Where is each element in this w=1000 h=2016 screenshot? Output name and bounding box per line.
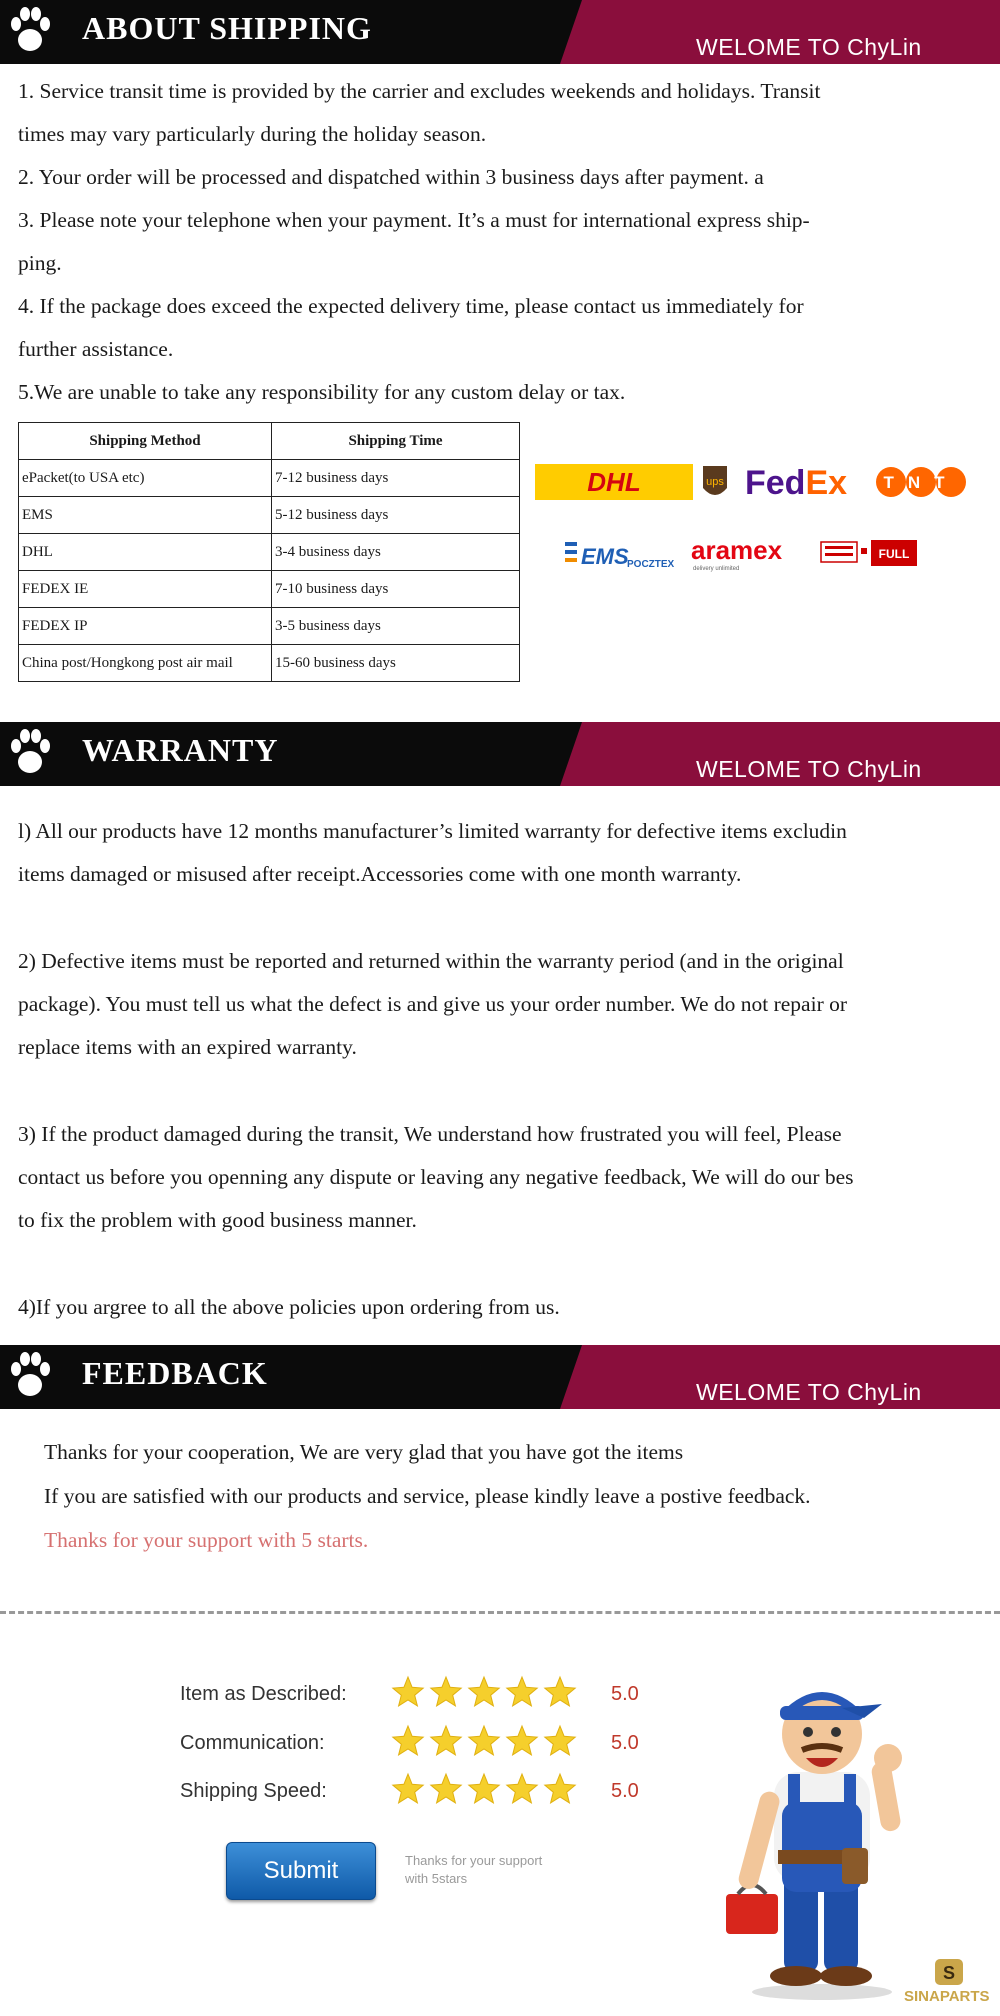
brand-text: SINAPARTS: [904, 1988, 990, 2005]
fedex-logo: [745, 464, 847, 502]
table-cell: EMS: [19, 497, 272, 534]
tnt-logo: [876, 467, 966, 497]
svg-text:POCZTEX: POCZTEX: [627, 559, 675, 570]
star-icon[interactable]: [507, 1677, 537, 1706]
rating-label: Communication:: [180, 1732, 325, 1754]
column-header: Shipping Method: [19, 423, 272, 460]
shipping-policy-list: [18, 70, 978, 414]
svg-text:FedEx: FedEx: [745, 464, 848, 502]
star-icon[interactable]: [393, 1774, 423, 1803]
divider: [0, 1611, 1000, 1614]
table-cell: 15-60 business days: [272, 645, 520, 682]
section-title: ABOUT SHIPPING: [82, 10, 372, 46]
ems-logo: [565, 542, 675, 570]
svg-text:aramex: aramex: [691, 535, 783, 565]
star-rating[interactable]: [390, 1724, 580, 1760]
carrier-logos-row-2: [565, 534, 945, 574]
star-icon[interactable]: [431, 1726, 461, 1755]
star-icon[interactable]: [507, 1726, 537, 1755]
warranty-banner: [0, 722, 1000, 786]
table-cell: ePacket(to USA etc): [19, 460, 272, 497]
feedback-text: [44, 1430, 984, 1562]
list-item: 3. Please note your telephone when your payment. It’s a must for international express ship-: [18, 208, 810, 232]
star-icon[interactable]: [431, 1774, 461, 1803]
star-rating[interactable]: [390, 1772, 580, 1808]
table-cell: 7-12 business days: [272, 460, 520, 497]
svg-text:EMS: EMS: [581, 544, 629, 569]
warranty-paragraph: 3) If the product damaged during the transit, We understand how frustrated you will feel, Please contact us before you openning any dispute or leaving any negative feedback, We will do our bes to fix the problem with good business manner.: [18, 1122, 854, 1232]
feedback-banner: [0, 1345, 1000, 1409]
table-row: [19, 571, 520, 608]
section-title: FEEDBACK: [82, 1355, 268, 1391]
warranty-paragraph: 4)If you argree to all the above policies upon ordering from us.: [18, 1295, 560, 1319]
warranty-paragraph: 2) Defective items must be reported and returned within the warranty period (and in the original package). You must tell us what the defect is and give us your order number. We do not repair or replace items with an expired warranty.: [18, 949, 848, 1059]
container-freight-logo: [821, 540, 917, 566]
list-item: 1. Service transit time is provided by the carrier and excludes weekends and holidays. Transit: [18, 79, 821, 103]
list-item: 4. If the package does exceed the expected delivery time, please contact us immediately for: [18, 294, 804, 318]
table-cell: 5-12 business days: [272, 497, 520, 534]
table-row: [19, 497, 520, 534]
sinaparts-watermark: [900, 1958, 1000, 2014]
star-icon[interactable]: [507, 1774, 537, 1803]
column-header: Shipping Time: [272, 423, 520, 460]
list-item: times may vary particularly during the holiday season.: [18, 122, 487, 146]
list-item: further assistance.: [18, 337, 174, 361]
welcome-text: WELOME TO ChyLin: [696, 1379, 922, 1405]
submit-note: Thanks for your support with 5stars: [405, 1853, 543, 1886]
paw-icon: [6, 6, 54, 56]
rating-label: Shipping Speed:: [180, 1780, 327, 1802]
table-cell: DHL: [19, 534, 272, 571]
table-row: [19, 460, 520, 497]
table-cell: 3-5 business days: [272, 608, 520, 645]
star-icon[interactable]: [393, 1726, 423, 1755]
star-icon[interactable]: [469, 1677, 499, 1706]
shipping-table: [18, 422, 520, 682]
feedback-highlight: Thanks for your support with 5 starts.: [44, 1528, 369, 1552]
star-rating[interactable]: [390, 1675, 580, 1711]
list-item: ping.: [18, 251, 62, 275]
paw-icon: [6, 728, 54, 778]
warranty-text: [18, 810, 978, 1329]
star-icon[interactable]: [431, 1677, 461, 1706]
list-item: 2. Your order will be processed and dispatched within 3 business days after payment. a: [18, 165, 764, 189]
warranty-paragraph: l) All our products have 12 months manufacturer’s limited warranty for defective items excludin items damaged or misused after receipt.Accessories come with one month warranty.: [18, 819, 847, 886]
rating-score: 5.0: [611, 1732, 639, 1754]
table-cell: FEDEX IP: [19, 608, 272, 645]
welcome-text: WELOME TO ChyLin: [696, 34, 922, 60]
table-row: [19, 608, 520, 645]
svg-text:ups: ups: [706, 476, 724, 488]
table-row: [19, 645, 520, 682]
section-title: WARRANTY: [82, 732, 279, 768]
table-cell: 3-4 business days: [272, 534, 520, 571]
svg-text:delivery unlimited: delivery unlimited: [693, 566, 740, 572]
star-icon[interactable]: [469, 1726, 499, 1755]
table-row: [19, 534, 520, 571]
svg-text:FULL: FULL: [878, 547, 910, 561]
svg-text:S: S: [942, 1963, 956, 1983]
welcome-text: WELOME TO ChyLin: [696, 756, 922, 782]
rating-score: 5.0: [611, 1683, 639, 1705]
table-cell: FEDEX IE: [19, 571, 272, 608]
submit-button[interactable]: Submit: [226, 1842, 376, 1900]
ups-logo: [703, 466, 727, 495]
feedback-line: Thanks for your cooperation, We are very glad that you have got the items: [44, 1440, 684, 1464]
sinaparts-logo-icon: [934, 1958, 964, 1986]
carrier-logos-row-1: [535, 458, 975, 508]
table-cell: China post/Hongkong post air mail: [19, 645, 272, 682]
star-icon[interactable]: [393, 1677, 423, 1706]
table-header-row: [19, 423, 520, 460]
rating-score: 5.0: [611, 1780, 639, 1802]
paw-icon: [6, 1351, 54, 1401]
svg-text:DHL: DHL: [587, 467, 641, 497]
star-icon[interactable]: [545, 1726, 575, 1755]
shipping-banner: [0, 0, 1000, 64]
star-icon[interactable]: [545, 1677, 575, 1706]
star-icon[interactable]: [469, 1774, 499, 1803]
table-cell: 7-10 business days: [272, 571, 520, 608]
worker-mascot-illustration: [722, 1662, 922, 2002]
rating-label: Item as Described:: [180, 1683, 347, 1705]
list-item: 5.We are unable to take any responsibility for any custom delay or tax.: [18, 380, 626, 404]
feedback-line: If you are satisfied with our products and service, please kindly leave a postive feedback.: [44, 1484, 811, 1508]
dhl-logo: [535, 464, 693, 500]
star-icon[interactable]: [545, 1774, 575, 1803]
aramex-logo: [691, 535, 783, 572]
svg-text:TNT: TNT: [883, 473, 959, 492]
